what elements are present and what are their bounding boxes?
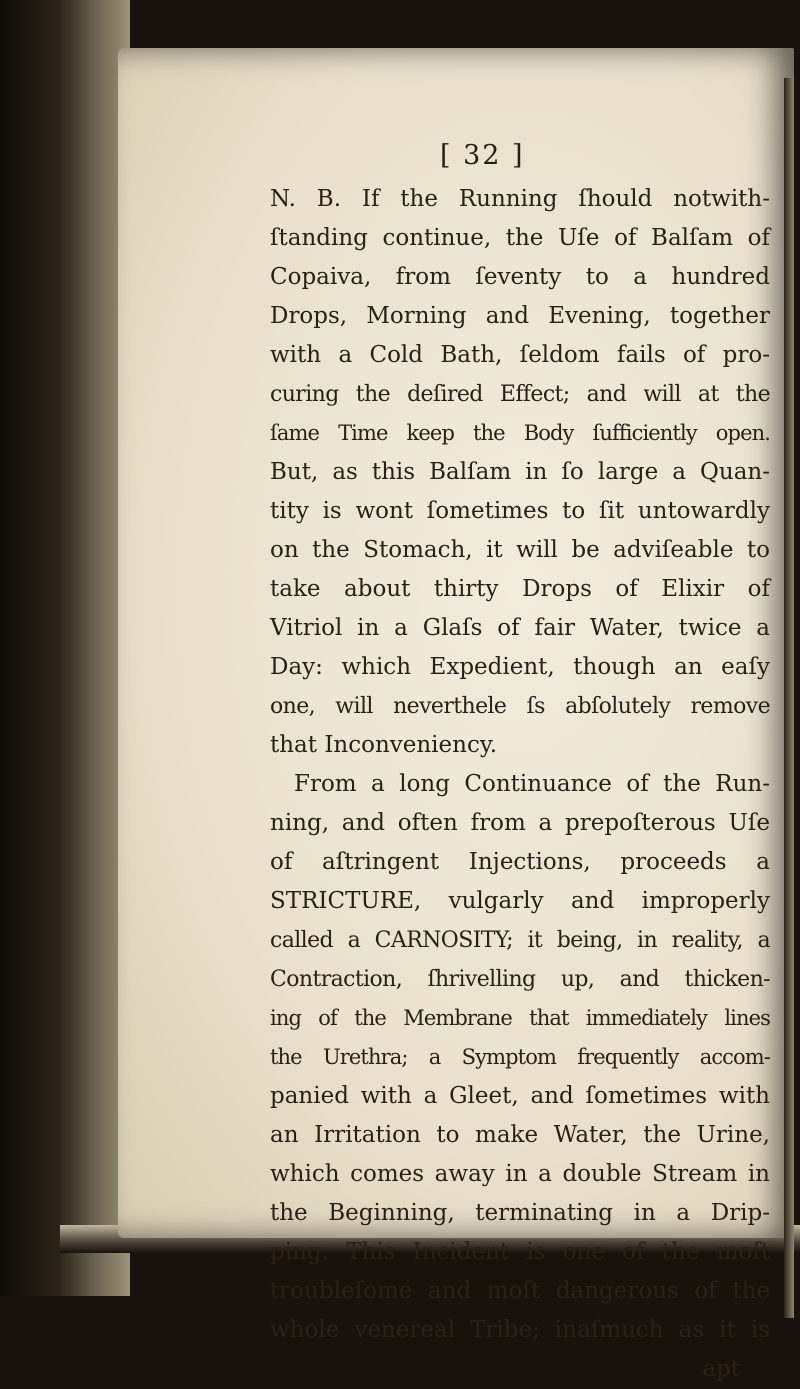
text-line: ning, and often from a prepoſterous Uſe [270, 810, 770, 836]
text-line: on the Stomach, it will be adviſeable to [270, 537, 770, 563]
text-line: N. B. If the Running ſhould notwith- [270, 186, 770, 212]
text-line: Copaiva, from ſeventy to a hundred [270, 264, 770, 290]
text-line: But, as this Balſam in ſo large a Quan- [270, 459, 770, 485]
text-line: From a long Continuance of the Run- [294, 771, 770, 797]
text-line: that Inconveniency. [270, 732, 498, 758]
text-line: one, will neverthele ſs abſolutely remove [270, 694, 770, 719]
text-line: take about thirty Drops of Elixir of [270, 576, 770, 602]
text-line: curing the deſired Effect; and will at the [270, 382, 770, 407]
text-line: of aſtringent Injections, proceeds a [270, 849, 770, 875]
text-line: troubleſome and moſt dangerous of the [270, 1278, 770, 1304]
text-line: ſtanding continue, the Uſe of Balſam of [270, 225, 770, 251]
text-line: with a Cold Bath, ſeldom fails of pro- [270, 342, 770, 368]
body-text [270, 180, 770, 1389]
text-line: STRICTURE, vulgarly and improperly [270, 888, 770, 914]
text-line: ſame Time keep the Body ſufficiently open. [270, 421, 770, 445]
page-number: [ 32 ] [440, 140, 525, 171]
text-line: the Beginning, terminating in a Drip- [270, 1200, 770, 1226]
text-line: Day: which Expedient, though an eaſy [270, 654, 770, 680]
page-right-edge [784, 78, 794, 1318]
book-binding [0, 0, 130, 1296]
text-line: which comes away in a double Stream in [270, 1161, 770, 1187]
text-line: panied with a Gleet, and ſometimes with [270, 1083, 770, 1109]
text-line: ping. This Incident is one of the moſt [270, 1239, 770, 1265]
text-line: the Urethra; a Symptom frequently accom- [270, 1045, 770, 1069]
text-line: an Irritation to make Water, the Urine, [270, 1122, 770, 1148]
text-line: whole venereal Tribe; inaſmuch as it is [270, 1317, 770, 1343]
catchword: apt [702, 1356, 740, 1382]
text-line: Drops, Morning and Evening, together [270, 303, 770, 329]
text-line: Contraction, ſhrivelling up, and thicken- [270, 967, 770, 992]
text-line: Vitriol in a Glaſs of fair Water, twice a [270, 615, 770, 641]
text-line: tity is wont ſometimes to ſit untowardly [270, 498, 770, 524]
text-line: ing of the Membrane that immediately lines [270, 1006, 770, 1030]
text-line: called a CARNOSITY; it being, in reality, a [270, 928, 770, 953]
